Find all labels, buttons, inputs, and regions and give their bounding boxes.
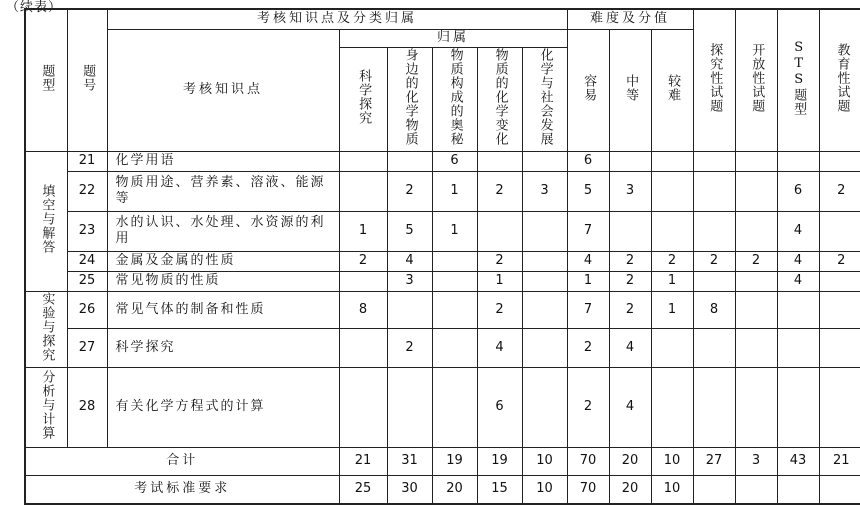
standard-cell: 10	[522, 476, 567, 504]
score-cell: 2	[477, 291, 522, 328]
total-label: 合计	[25, 448, 339, 476]
knowledge-topic: 水的认识、水处理、水资源的利用	[107, 211, 339, 251]
table-row	[25, 171, 860, 211]
group-fill-answer: 填空与解答	[25, 151, 67, 291]
total-cell: 20	[609, 448, 651, 476]
score-cell	[339, 368, 387, 448]
score-cell	[651, 328, 693, 367]
header-open: 开放性试题	[735, 9, 777, 151]
score-cell: 8	[693, 291, 735, 328]
table-row	[25, 368, 860, 448]
score-cell: 6	[432, 151, 477, 171]
header-inquiry: 探究性试题	[693, 9, 735, 151]
table-row	[25, 151, 860, 171]
score-cell: 1	[651, 271, 693, 291]
score-cell	[693, 211, 735, 251]
score-cell	[432, 291, 477, 328]
score-cell	[522, 211, 567, 251]
score-cell: 4	[567, 251, 609, 271]
score-cell	[735, 211, 777, 251]
header-cat-science-inquiry: 科学探究	[339, 47, 387, 151]
score-cell: 1	[339, 211, 387, 251]
header-edu: 教育性试题	[819, 9, 860, 151]
total-cell: 19	[477, 448, 522, 476]
score-cell	[651, 368, 693, 448]
score-cell	[522, 151, 567, 171]
header-medium: 中等	[609, 29, 651, 151]
score-cell	[693, 171, 735, 211]
score-cell: 5	[387, 211, 432, 251]
score-cell: 4	[777, 211, 819, 251]
score-cell	[777, 368, 819, 448]
standard-cell: 10	[651, 476, 693, 504]
table-row	[25, 271, 860, 291]
total-cell: 19	[432, 448, 477, 476]
score-cell	[735, 151, 777, 171]
score-cell: 2	[735, 251, 777, 271]
header-cat-substances: 身边的化学物质	[387, 47, 432, 151]
score-cell: 5	[567, 171, 609, 211]
score-cell	[693, 271, 735, 291]
total-cell: 70	[567, 448, 609, 476]
score-cell: 2	[609, 271, 651, 291]
score-cell: 2	[819, 171, 860, 211]
standard-cell	[777, 476, 819, 504]
score-cell: 3	[387, 271, 432, 291]
exam-knowledge-table	[24, 8, 860, 505]
score-cell: 1	[567, 271, 609, 291]
score-cell	[432, 271, 477, 291]
standard-row	[25, 476, 860, 504]
score-cell	[819, 151, 860, 171]
score-cell	[777, 328, 819, 367]
score-cell: 2	[477, 171, 522, 211]
score-cell	[522, 368, 567, 448]
score-cell	[735, 291, 777, 328]
total-cell: 27	[693, 448, 735, 476]
header-knowledge: 考核知识点	[107, 29, 339, 151]
score-cell: 6	[777, 171, 819, 211]
score-cell	[339, 171, 387, 211]
score-cell: 1	[432, 211, 477, 251]
score-cell: 4	[777, 271, 819, 291]
table-row	[25, 251, 860, 271]
group-experiment-inquiry: 实验与探究	[25, 291, 67, 367]
score-cell	[432, 328, 477, 367]
score-cell: 2	[339, 251, 387, 271]
group-analysis-calc: 分析与计算	[25, 368, 67, 448]
knowledge-topic: 物质用途、营养素、溶液、能源等	[107, 171, 339, 211]
knowledge-topic: 金属及金属的性质	[107, 251, 339, 271]
score-cell: 6	[567, 151, 609, 171]
question-number: 23	[67, 211, 107, 251]
score-cell	[777, 151, 819, 171]
score-cell	[651, 171, 693, 211]
score-cell	[693, 328, 735, 367]
total-cell: 31	[387, 448, 432, 476]
score-cell	[735, 271, 777, 291]
score-cell	[477, 211, 522, 251]
score-cell	[651, 151, 693, 171]
question-number: 21	[67, 151, 107, 171]
score-cell: 1	[477, 271, 522, 291]
score-cell: 2	[609, 251, 651, 271]
continued-label: （续表）	[6, 0, 63, 15]
score-cell	[651, 211, 693, 251]
header-easy: 容易	[567, 29, 609, 151]
score-cell	[522, 251, 567, 271]
score-cell	[735, 328, 777, 367]
score-cell	[693, 151, 735, 171]
score-cell: 7	[567, 211, 609, 251]
total-cell: 21	[819, 448, 860, 476]
knowledge-topic: 常见气体的制备和性质	[107, 291, 339, 328]
total-cell: 3	[735, 448, 777, 476]
score-cell: 1	[651, 291, 693, 328]
score-cell	[522, 328, 567, 367]
header-cat-change: 物质的化学变化	[477, 47, 522, 151]
header-hard: 较难	[651, 29, 693, 151]
score-cell	[819, 291, 860, 328]
standard-cell	[735, 476, 777, 504]
score-cell	[432, 251, 477, 271]
table-row	[25, 291, 860, 328]
table-row	[25, 328, 860, 367]
header-sts: STS题型	[777, 9, 819, 151]
score-cell	[693, 368, 735, 448]
score-cell	[339, 328, 387, 367]
score-cell: 4	[387, 251, 432, 271]
knowledge-topic: 科学探究	[107, 328, 339, 367]
header-number: 题号	[67, 9, 107, 151]
score-cell: 2	[651, 251, 693, 271]
score-cell	[522, 291, 567, 328]
score-cell: 2	[567, 328, 609, 367]
score-cell	[819, 368, 860, 448]
total-cell: 10	[522, 448, 567, 476]
score-cell	[339, 271, 387, 291]
total-cell: 43	[777, 448, 819, 476]
score-cell: 1	[432, 171, 477, 211]
standard-cell	[693, 476, 735, 504]
score-cell	[387, 368, 432, 448]
standard-cell: 20	[432, 476, 477, 504]
score-cell: 2	[567, 368, 609, 448]
total-cell: 21	[339, 448, 387, 476]
score-cell	[477, 151, 522, 171]
score-cell	[609, 151, 651, 171]
score-cell	[735, 368, 777, 448]
score-cell: 2	[819, 251, 860, 271]
score-cell	[522, 271, 567, 291]
score-cell: 2	[609, 291, 651, 328]
header-cat-structure: 物质构成的奥秘	[432, 47, 477, 151]
score-cell	[432, 368, 477, 448]
score-cell	[387, 151, 432, 171]
score-cell: 3	[609, 171, 651, 211]
score-cell: 2	[693, 251, 735, 271]
knowledge-topic: 有关化学方程式的计算	[107, 368, 339, 448]
standard-cell	[819, 476, 860, 504]
score-cell: 2	[387, 171, 432, 211]
header-belonging: 归属	[339, 29, 567, 47]
question-number: 24	[67, 251, 107, 271]
standard-label: 考试标准要求	[25, 476, 339, 504]
score-cell: 4	[609, 328, 651, 367]
header-type: 题型	[25, 9, 67, 151]
score-cell	[819, 271, 860, 291]
standard-cell: 20	[609, 476, 651, 504]
score-cell: 7	[567, 291, 609, 328]
knowledge-topic: 常见物质的性质	[107, 271, 339, 291]
score-cell	[387, 291, 432, 328]
score-cell: 4	[777, 251, 819, 271]
score-cell: 6	[477, 368, 522, 448]
score-cell	[819, 328, 860, 367]
header-difficulty-group: 难度及分值	[567, 9, 693, 29]
score-cell: 8	[339, 291, 387, 328]
question-number: 26	[67, 291, 107, 328]
total-cell: 10	[651, 448, 693, 476]
score-cell	[735, 171, 777, 211]
question-number: 27	[67, 328, 107, 367]
table-row	[25, 211, 860, 251]
score-cell	[609, 211, 651, 251]
standard-cell: 30	[387, 476, 432, 504]
standard-cell: 70	[567, 476, 609, 504]
total-row	[25, 448, 860, 476]
standard-cell: 25	[339, 476, 387, 504]
question-number: 25	[67, 271, 107, 291]
score-cell: 4	[477, 328, 522, 367]
question-number: 22	[67, 171, 107, 211]
standard-cell: 15	[477, 476, 522, 504]
score-cell	[819, 211, 860, 251]
header-knowledge-group: 考核知识点及分类归属	[107, 9, 567, 29]
score-cell: 3	[522, 171, 567, 211]
knowledge-topic: 化学用语	[107, 151, 339, 171]
score-cell	[777, 291, 819, 328]
score-cell: 2	[387, 328, 432, 367]
score-cell	[339, 151, 387, 171]
score-cell: 2	[477, 251, 522, 271]
score-cell: 4	[609, 368, 651, 448]
header-cat-society: 化学与社会发展	[522, 47, 567, 151]
question-number: 28	[67, 368, 107, 448]
